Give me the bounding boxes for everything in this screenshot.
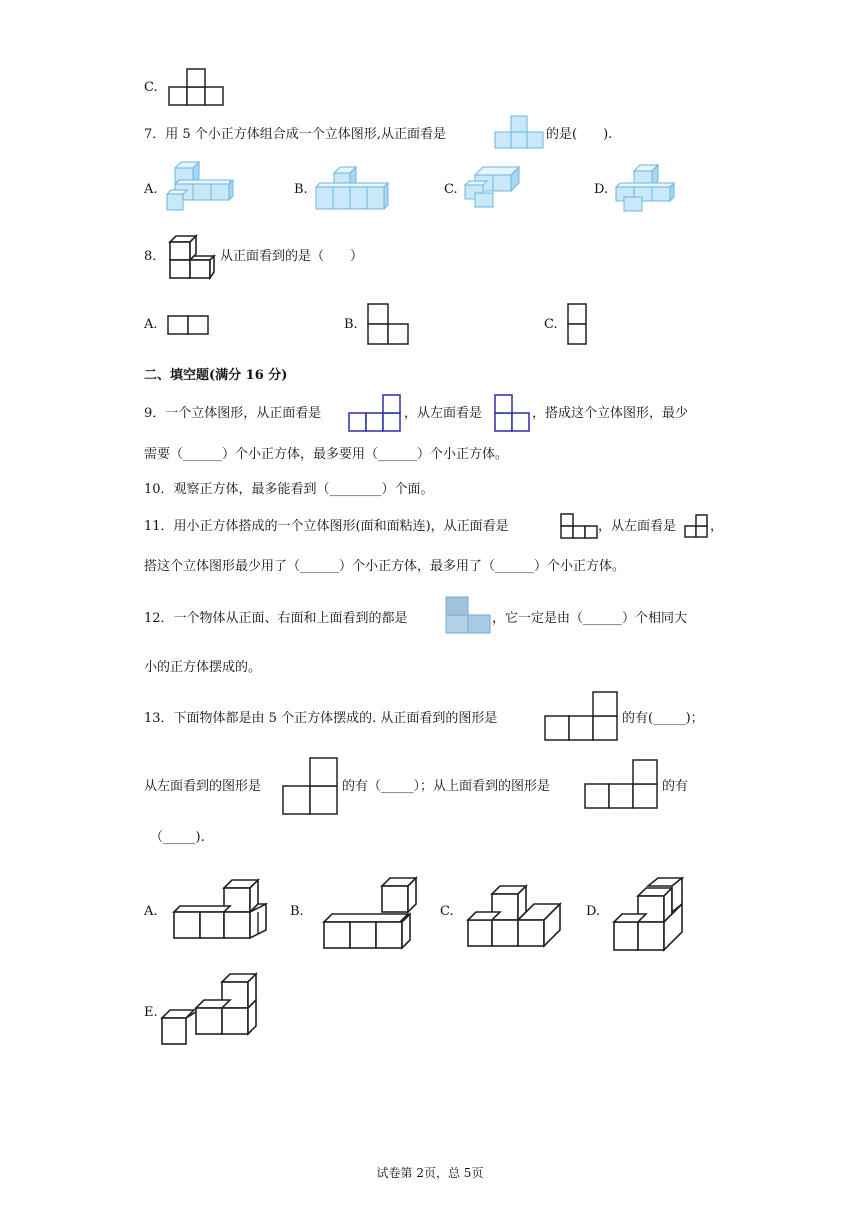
q9-part3: ，搭成这个立体图形，最少 — [532, 406, 689, 421]
q8-number: 8． — [144, 249, 166, 264]
q11-part1: 11．用小正方体搭成的一个立体图形(面和面粘连)，从正面看是 — [144, 519, 509, 534]
q12-part2: ，它一定是由（______）个相同大 — [492, 611, 688, 626]
q11-left-view-figure — [684, 513, 712, 541]
q12-view-figure — [444, 595, 492, 637]
q13-line2a: 从左面看到的图形是 — [144, 779, 262, 794]
q8-option-a-label: A. — [144, 317, 158, 332]
q11-front-view-figure — [560, 513, 602, 541]
q7-stem-end: 的是( ). — [546, 127, 613, 142]
q9-left-view-figure — [494, 394, 534, 434]
q13-line2c: 的有 — [662, 779, 689, 794]
q12-part1: 12．一个物体从正面、右面和上面看到的都是 — [144, 611, 408, 626]
q9-line2: 需要（______）个小正方体，最多要用（______）个小正方体。 — [144, 447, 509, 462]
q8-option-c-label: C. — [544, 317, 558, 332]
q8-option-a-figure — [166, 314, 212, 336]
q7-option-d-figure — [614, 161, 678, 215]
q8-option-b-label: B. — [344, 317, 358, 332]
q7-option-d-label: D. — [594, 182, 609, 197]
page-footer: 试卷第 2页，总 5页 — [376, 1166, 484, 1180]
q13-option-a-label: A. — [144, 904, 158, 919]
q7-option-b-label: B. — [294, 182, 308, 197]
q10-text: 10．观察正方体，最多能看到（________）个面。 — [144, 482, 434, 497]
q13-part2: 的有(_____)； — [622, 711, 704, 726]
q13-top-view-figure — [584, 759, 662, 815]
q6-option-c-figure — [168, 68, 226, 108]
q7-option-c-figure — [463, 163, 529, 211]
q9-front-view-figure — [348, 394, 404, 434]
q13-left-view-figure — [282, 757, 340, 819]
section-title: 二、填空题(满分 16 分) — [144, 368, 288, 383]
q8-stem: 从正面看到的是（ ） — [220, 249, 364, 264]
q8-cube-figure — [168, 232, 218, 280]
q6-option-c-label: C. — [144, 80, 158, 95]
q13-part1: 13．下面物体都是由 5 个正方体摆成的. 从正面看到的图形是 — [144, 711, 498, 726]
q7-front-view-figure — [494, 115, 546, 151]
q7-option-c-label: C. — [444, 182, 458, 197]
q7-stem: 7．用 5 个小正方体组合成一个立体图形,从正面看是 — [144, 127, 446, 142]
q13-option-c-label: C. — [440, 904, 454, 919]
q13-option-d-label: D. — [586, 904, 601, 919]
q11-part2: ，从左面看是 — [598, 519, 677, 534]
q13-option-a-figure — [170, 878, 274, 944]
q9-part2: ，从左面看是 — [404, 406, 483, 421]
q13-line3: （_____). — [150, 830, 205, 845]
q8-option-b-figure — [366, 302, 412, 346]
q7-option-a-label: A. — [144, 182, 158, 197]
q13-front-view-figure — [544, 691, 622, 747]
q13-option-c-figure — [464, 880, 568, 948]
q13-line2b: 的有（_____）；从上面看到的图形是 — [342, 779, 551, 794]
q12-line2: 小的正方体摆成的。 — [144, 660, 262, 675]
q13-option-e-figure — [160, 972, 264, 1048]
q8-option-c-figure — [566, 302, 590, 346]
q13-option-b-label: B. — [290, 904, 304, 919]
q7-option-b-figure — [314, 165, 394, 213]
q9-part1: 9．一个立体图形，从正面看是 — [144, 406, 322, 421]
q13-option-b-figure — [320, 876, 424, 948]
q11-part3: ， — [710, 519, 724, 534]
q13-option-e-label: E. — [144, 1005, 158, 1020]
q11-line2: 搭这个立体图形最少用了（______）个小正方体，最多用了（______）个小正方体。 — [144, 559, 626, 574]
q7-option-a-figure — [165, 160, 235, 214]
q13-option-d-figure — [612, 876, 692, 954]
